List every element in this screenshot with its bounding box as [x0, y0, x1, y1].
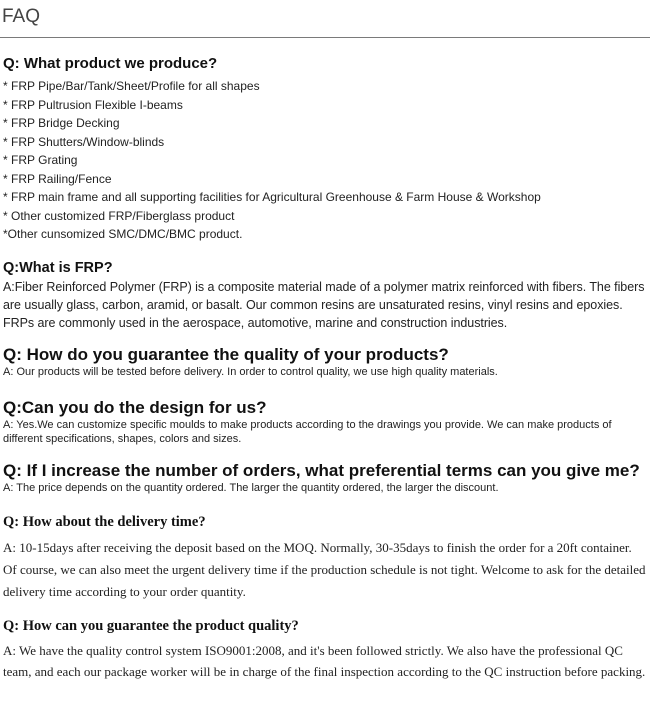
- product-list-item: * FRP Railing/Fence: [3, 171, 112, 186]
- faq-product-quality: [3, 617, 646, 682]
- faq-question: Q: If I increase the number of orders, what preferential terms can you give me?: [3, 461, 640, 480]
- faq-question: Q: What product we produce?: [3, 55, 218, 72]
- faq-products: [3, 55, 646, 244]
- product-list-item: * FRP main frame and all supporting facilities for Agricultural Greenhouse & Farm House & Workshop: [3, 190, 541, 204]
- product-list-item: * FRP Grating: [3, 153, 78, 167]
- faq-preferential-terms: [3, 461, 646, 495]
- faq-question: Q:Can you do the design for us?: [3, 398, 267, 417]
- faq-question: Q: How about the delivery time?: [3, 514, 206, 530]
- faq-answer: A:Fiber Reinforced Polymer (FRP) is a composite material made of a polymer matrix reinforced with fibers. The fibers are usually glass, carbon, aramid, or basalt. Our common resins are unsaturated resins, vinyl resins and epoxies. FRPs are commonly used in the aerospace, automotive, marine and construction industries.: [3, 280, 645, 330]
- faq-question: Q: How do you guarantee the quality of your products?: [3, 345, 449, 364]
- faq-header: [0, 0, 650, 38]
- faq-answer: A: We have the quality control system ISO9001:2008, and it's been followed strictly. We also have the professional QC team, and each our package worker will be in charge of the final inspection according to the QC instruction before packing.: [3, 643, 646, 679]
- faq-question: Q: How can you guarantee the product quality?: [3, 618, 299, 634]
- faq-what-is-frp: [3, 259, 646, 332]
- product-list-item: *Other cunsomized SMC/DMC/BMC product.: [3, 227, 243, 241]
- faq-answer: A: Our products will be tested before delivery. In order to control quality, we use high quality materials.: [3, 366, 498, 378]
- product-list-item: * FRP Shutters/Window-blinds: [3, 134, 165, 149]
- faq-design: [3, 398, 646, 446]
- faq-answer: A: The price depends on the quantity ordered. The larger the quantity ordered, the larger the discount.: [3, 482, 499, 494]
- faq-delivery-time: [3, 513, 646, 603]
- faq-quality-guarantee: [3, 345, 646, 379]
- faq-answer: A: 10-15days after receiving the deposit based on the MOQ. Normally, 30-35days to finish the order for a 20ft container. Of course, we can also meet the urgent delivery time if the production schedule is not tight. Welcome to ask for the detailed delivery time according to your order quantity.: [3, 540, 646, 599]
- product-list-item: * FRP Pultrusion Flexible I-beams: [3, 97, 183, 112]
- product-list-item: * FRP Bridge Decking: [3, 116, 120, 130]
- product-list: [3, 77, 646, 244]
- page-title: FAQ: [2, 6, 41, 27]
- product-list-item: * FRP Pipe/Bar/Tank/Sheet/Profile for all shapes: [3, 79, 260, 93]
- faq-answer: A: Yes.We can customize specific moulds to make products according to the drawings you provide. We can make products of different specifications, shapes, colors and sizes.: [3, 419, 612, 445]
- product-list-item: * Other customized FRP/Fiberglass product: [3, 208, 235, 223]
- faq-question: Q:What is FRP?: [3, 260, 113, 276]
